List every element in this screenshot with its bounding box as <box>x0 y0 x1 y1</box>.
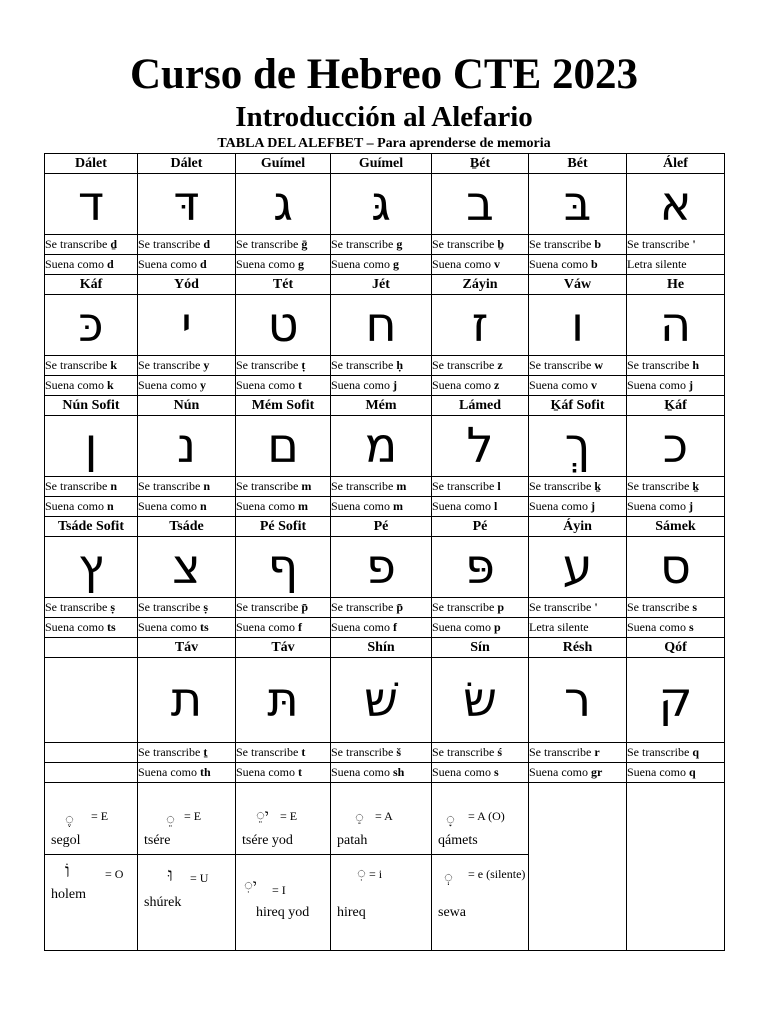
pronunciation: Suena como m <box>331 497 432 517</box>
hebrew-letter: ס <box>627 537 725 598</box>
vowel-name: qámets <box>438 833 478 848</box>
vowel-name: hireq yod <box>256 905 310 920</box>
hebrew-letter: ו <box>529 295 627 356</box>
letter-name: Pé Sofit <box>236 517 331 537</box>
vowel-row <box>45 783 725 855</box>
vowel-cell-shurek <box>138 855 236 951</box>
hebrew-letter: ח <box>331 295 432 356</box>
vowel-cell-sewa <box>432 855 529 951</box>
vowel-equivalent: = A <box>375 809 393 823</box>
pronunciation: Suena como j <box>627 497 725 517</box>
letter-name: Bét <box>529 154 627 174</box>
pronunciation: Suena como f <box>236 618 331 638</box>
letter-name: Váw <box>529 275 627 295</box>
vowel-glyph: וּ <box>168 864 173 886</box>
letter-name: Résh <box>529 638 627 658</box>
transcription: Se transcribe b <box>529 235 627 255</box>
vowel-cell-hireq <box>331 855 432 951</box>
hebrew-letter: גּ <box>331 174 432 235</box>
transcription: Se transcribe p <box>432 598 529 618</box>
hebrew-letter: ל <box>432 416 529 477</box>
hebrew-letter: בּ <box>529 174 627 235</box>
vowel-name: tsére <box>144 833 171 848</box>
hebrew-letter: תּ <box>236 658 331 743</box>
letter-name: Jét <box>331 275 432 295</box>
vowel-glyph: ◌ִי <box>244 876 257 894</box>
letter-name: Mém <box>331 396 432 416</box>
pronunciation: Suena como l <box>432 497 529 517</box>
transcription: Se transcribe ś <box>432 743 529 763</box>
hebrew-letter: צ <box>138 537 236 598</box>
pronunciation: Suena como m <box>236 497 331 517</box>
pronunciation: Suena como d <box>138 255 236 275</box>
hebrew-letter: ן <box>45 416 138 477</box>
letter-name-row <box>45 517 725 537</box>
pronunciation: Suena como th <box>138 763 236 783</box>
pronunciation: Suena como ts <box>138 618 236 638</box>
transcription: Se transcribe p̄ <box>236 598 331 618</box>
vowel-cell-segol <box>45 783 138 855</box>
transcription-row <box>45 598 725 618</box>
transcription: Se transcribe l <box>432 477 529 497</box>
vowel-name: segol <box>51 833 81 848</box>
transcription: Se transcribe s <box>627 598 725 618</box>
vowel-equivalent: = U <box>190 871 209 885</box>
pronunciation: Suena como n <box>138 497 236 517</box>
transcription: Se transcribe k <box>45 356 138 376</box>
hebrew-letter: ע <box>529 537 627 598</box>
letter-name: Dálet <box>45 154 138 174</box>
sound-row <box>45 618 725 638</box>
letter-name: Pé <box>432 517 529 537</box>
vowel-glyph: ◌ֶ <box>65 810 74 828</box>
transcription: Se transcribe g <box>331 235 432 255</box>
table-caption: TABLA DEL ALEFBET – Para aprenderse de memoria <box>217 136 551 151</box>
letter-name: He <box>627 275 725 295</box>
transcription-row <box>45 743 725 763</box>
letter-name: Táv <box>138 638 236 658</box>
hebrew-letter: דּ <box>138 174 236 235</box>
sound-row <box>45 255 725 275</box>
letter-name-row <box>45 638 725 658</box>
letter-name-row <box>45 275 725 295</box>
hebrew-letter: פ <box>331 537 432 598</box>
vowel-name: hireq <box>337 905 366 920</box>
letter-name: Nún <box>138 396 236 416</box>
pronunciation: Suena como d <box>45 255 138 275</box>
pronunciation: Suena como g <box>331 255 432 275</box>
pronunciation: Suena como z <box>432 376 529 396</box>
pronunciation: Suena como y <box>138 376 236 396</box>
pronunciation: Suena como gr <box>529 763 627 783</box>
letter-name: Shín <box>331 638 432 658</box>
vowel-glyph: ◌ָ <box>446 810 455 828</box>
transcription-row <box>45 477 725 497</box>
letter-name: Káf <box>45 275 138 295</box>
pronunciation: Suena como j <box>331 376 432 396</box>
letter-name: Záyin <box>432 275 529 295</box>
letter-name: Álef <box>627 154 725 174</box>
transcription: Se transcribe ṣ <box>138 598 236 618</box>
transcription: Se transcribe ḡ <box>236 235 331 255</box>
hebrew-letter: ץ <box>45 537 138 598</box>
letter-glyph-row <box>45 295 725 356</box>
pronunciation: Suena como t <box>236 376 331 396</box>
letter-name: Sámek <box>627 517 725 537</box>
letter-name-row <box>45 396 725 416</box>
sound-row <box>45 763 725 783</box>
vowel-cell-hireq-yod <box>236 855 331 951</box>
hebrew-letter: ג <box>236 174 331 235</box>
letter-name: Áyin <box>529 517 627 537</box>
vowel-equivalent: = A (O) <box>468 809 505 823</box>
vowel-equivalent: = O <box>105 867 124 881</box>
pronunciation: Suena como ts <box>45 618 138 638</box>
transcription: Se transcribe n <box>138 477 236 497</box>
letter-name: Tsáde <box>138 517 236 537</box>
pronunciation: Suena como n <box>45 497 138 517</box>
hebrew-letter: נ <box>138 416 236 477</box>
hebrew-letter: ה <box>627 295 725 356</box>
transcription: Se transcribe ṣ <box>45 598 138 618</box>
hebrew-letter: ט <box>236 295 331 356</box>
pronunciation: Suena como j <box>627 376 725 396</box>
transcription: Se transcribe t <box>236 743 331 763</box>
hebrew-letter: מ <box>331 416 432 477</box>
transcription: Se transcribe n <box>45 477 138 497</box>
letter-name: Táv <box>236 638 331 658</box>
transcription: Se transcribe ṭ <box>236 356 331 376</box>
vowel-name: tsére yod <box>242 833 293 848</box>
alefbet-table <box>44 153 725 951</box>
pronunciation: Suena como k <box>45 376 138 396</box>
vowel-equivalent: = E <box>184 809 202 823</box>
transcription: Se transcribe ' <box>627 235 725 255</box>
page-subtitle: Introducción al Alefario <box>235 101 533 133</box>
pronunciation: Suena como v <box>432 255 529 275</box>
transcription: Se transcribe m <box>331 477 432 497</box>
transcription: Se transcribe y <box>138 356 236 376</box>
letter-name: Sín <box>432 638 529 658</box>
transcription: Se transcribe w <box>529 356 627 376</box>
vowel-glyph: ◌ֵ <box>166 810 175 828</box>
transcription: Se transcribe ḵ <box>529 477 627 497</box>
pronunciation: Suena como b <box>529 255 627 275</box>
vowel-glyph: ◌ִ <box>357 864 366 882</box>
hebrew-letter: ת <box>138 658 236 743</box>
transcription: Se transcribe ḵ <box>627 477 725 497</box>
hebrew-letter: ר <box>529 658 627 743</box>
vowel-cell-patah <box>331 783 432 855</box>
hebrew-letter: ף <box>236 537 331 598</box>
transcription: Se transcribe ḇ <box>432 235 529 255</box>
transcription-row <box>45 235 725 255</box>
transcription: Se transcribe r <box>529 743 627 763</box>
transcription: Se transcribe q <box>627 743 725 763</box>
hebrew-letter: ב <box>432 174 529 235</box>
transcription: Se transcribe ḥ <box>331 356 432 376</box>
transcription: Se transcribe š <box>331 743 432 763</box>
letter-glyph-row <box>45 658 725 743</box>
vowel-name: shúrek <box>144 895 182 910</box>
letter-name: Pé <box>331 517 432 537</box>
vowel-glyph: ◌ֵי <box>256 806 269 824</box>
vowel-glyph: ◌ְ <box>444 868 453 886</box>
letter-glyph-row <box>45 174 725 235</box>
hebrew-letter: פּ <box>432 537 529 598</box>
letter-name: Ḵáf Sofit <box>529 396 627 416</box>
pronunciation: Suena como q <box>627 763 725 783</box>
empty-cell <box>627 783 725 951</box>
letter-name: Guímel <box>331 154 432 174</box>
vowel-glyph: וֹ <box>65 860 70 882</box>
vowel-equivalent: = E <box>91 809 109 823</box>
letter-name: Tsáde Sofit <box>45 517 138 537</box>
letter-glyph-row <box>45 416 725 477</box>
vowel-name: holem <box>51 887 86 902</box>
letter-name: Tét <box>236 275 331 295</box>
sound-row <box>45 497 725 517</box>
vowel-name: patah <box>337 833 368 848</box>
pronunciation: Suena como s <box>627 618 725 638</box>
letter-name: Ḵáf <box>627 396 725 416</box>
letter-name: Dálet <box>138 154 236 174</box>
sound-row <box>45 376 725 396</box>
vowel-glyph: ◌ַ <box>355 808 364 826</box>
letter-name <box>45 638 138 658</box>
letter-name: Nún Sofit <box>45 396 138 416</box>
vowel-equivalent: = i <box>369 867 383 881</box>
pronunciation: Suena como f <box>331 618 432 638</box>
hebrew-letter: ךְ <box>529 416 627 477</box>
letter-name-row <box>45 154 725 174</box>
letter-name: Qóf <box>627 638 725 658</box>
hebrew-letter: ק <box>627 658 725 743</box>
page-title: Curso de Hebreo CTE 2023 <box>129 51 639 98</box>
hebrew-letter: שׂ <box>432 658 529 743</box>
hebrew-letter: כּ <box>45 295 138 356</box>
hebrew-letter: י <box>138 295 236 356</box>
vowel-cell-qamets <box>432 783 529 855</box>
transcription: Se transcribe d <box>138 235 236 255</box>
pronunciation: Letra silente <box>529 618 627 638</box>
hebrew-letter: שׁ <box>331 658 432 743</box>
hebrew-letter <box>45 658 138 743</box>
vowel-cell-tsere <box>138 783 236 855</box>
vowel-equivalent: = e (silente) <box>468 867 526 881</box>
transcription: Se transcribe m <box>236 477 331 497</box>
hebrew-letter: ד <box>45 174 138 235</box>
hebrew-letter: כ <box>627 416 725 477</box>
transcription: Se transcribe ' <box>529 598 627 618</box>
vowel-cell-tsere-yod <box>236 783 331 855</box>
pronunciation: Letra silente <box>627 255 725 275</box>
vowel-name: sewa <box>438 905 466 920</box>
letter-glyph-row <box>45 537 725 598</box>
letter-name: Ḇét <box>432 154 529 174</box>
transcription: Se transcribe ḏ <box>45 235 138 255</box>
hebrew-letter: ם <box>236 416 331 477</box>
vowel-equivalent: = I <box>272 883 286 897</box>
transcription-row <box>45 356 725 376</box>
transcription: Se transcribe h <box>627 356 725 376</box>
hebrew-letter: ז <box>432 295 529 356</box>
letter-name: Guímel <box>236 154 331 174</box>
empty-cell <box>529 783 627 951</box>
hebrew-letter: א <box>627 174 725 235</box>
letter-name: Mém Sofit <box>236 396 331 416</box>
letter-name: Lámed <box>432 396 529 416</box>
transcription: Se transcribe p̄ <box>331 598 432 618</box>
pronunciation <box>45 763 138 783</box>
pronunciation: Suena como p <box>432 618 529 638</box>
transcription: Se transcribe z <box>432 356 529 376</box>
vowel-equivalent: = E <box>280 809 298 823</box>
transcription <box>45 743 138 763</box>
pronunciation: Suena como s <box>432 763 529 783</box>
pronunciation: Suena como t <box>236 763 331 783</box>
pronunciation: Suena como g <box>236 255 331 275</box>
pronunciation: Suena como sh <box>331 763 432 783</box>
pronunciation: Suena como j <box>529 497 627 517</box>
transcription: Se transcribe ṯ <box>138 743 236 763</box>
vowel-cell-holem <box>45 855 138 951</box>
pronunciation: Suena como v <box>529 376 627 396</box>
letter-name: Yód <box>138 275 236 295</box>
